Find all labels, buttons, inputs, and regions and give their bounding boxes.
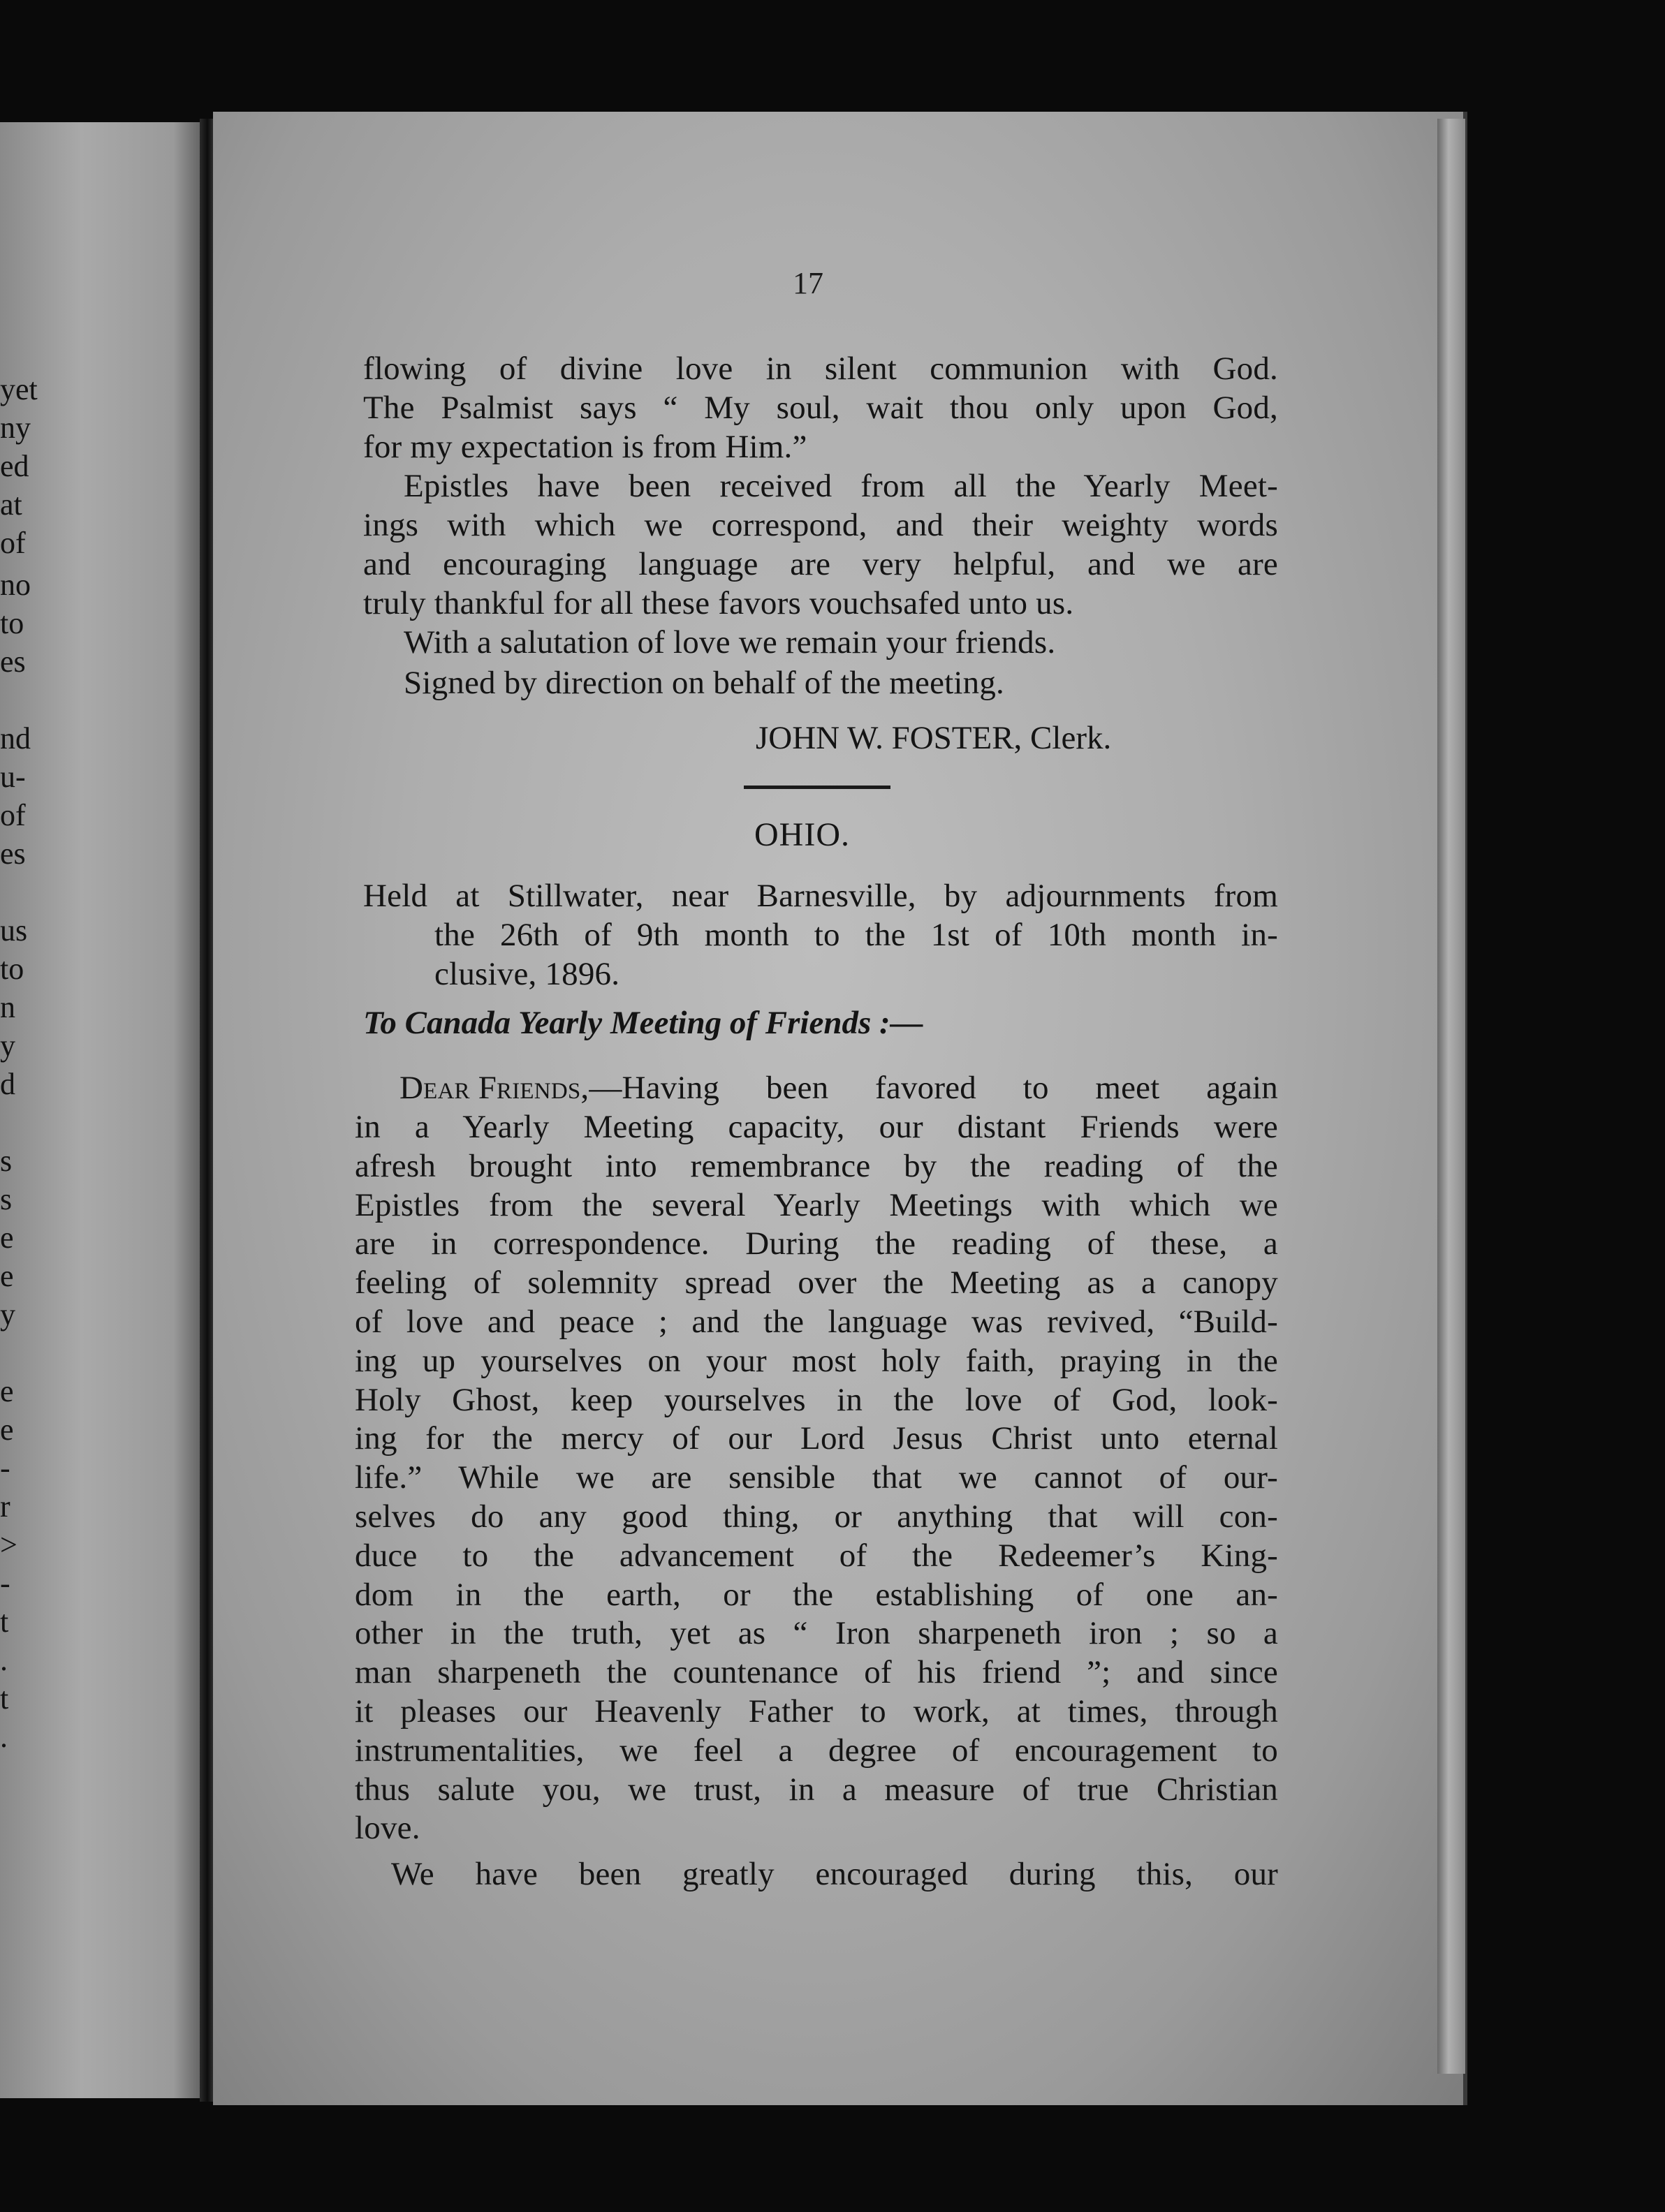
held-at-line: the 26th of 9th month to the 1st of 10th month in-: [434, 917, 1278, 953]
salutation: Dear Friends,: [399, 1070, 589, 1106]
text-line: Signed by direction on behalf of the meeting.: [404, 665, 1005, 701]
body-line: are in correspondence. During the reading of these, a: [355, 1225, 1278, 1262]
text-line: ings with which we correspond, and their weighty words: [363, 507, 1278, 543]
left-page-fragment: t: [0, 1605, 9, 1639]
body-line: duce to the advancement of the Redeemer’s King-: [355, 1537, 1278, 1574]
left-page-fragment: no: [0, 568, 31, 602]
body-line: love.: [355, 1810, 420, 1847]
body-line: man sharpeneth the countenance of his friend ”; and since: [355, 1654, 1278, 1691]
body-line: Holy Ghost, keep yourselves in the love of God, look-: [355, 1381, 1278, 1418]
held-at-line: clusive, 1896.: [434, 956, 620, 992]
body-first-line-text: —Having been favored to meet again: [589, 1070, 1278, 1106]
body-line: ing for the mercy of our Lord Jesus Christ unto eternal: [355, 1420, 1278, 1457]
left-page-fragment: e: [0, 1221, 14, 1255]
body-line: selves do any good thing, or anything that will con-: [355, 1498, 1278, 1535]
text-line: flowing of divine love in silent communion with God.: [363, 351, 1278, 387]
body-line: other in the truth, yet as “ Iron sharpeneth iron ; so a: [355, 1615, 1278, 1652]
text-line: for my expectation is from Him.”: [363, 429, 807, 465]
left-page-fragment: -: [0, 1451, 10, 1485]
left-page-fragment: r: [0, 1489, 10, 1524]
left-page-fragment: n: [0, 990, 15, 1024]
body-line: We have been greatly encouraged during this, our: [391, 1856, 1278, 1893]
held-at-line: Held at Stillwater, near Barnesville, by adjournments from: [363, 878, 1278, 914]
left-page-fragment: of: [0, 798, 26, 832]
left-page-fragment: of: [0, 526, 26, 560]
left-page-fragment: ed: [0, 449, 29, 483]
body-line: ing up yourselves on your most holy faith, praying in the: [355, 1342, 1278, 1379]
body-first-line: [399, 1068, 1278, 1107]
section-divider: [744, 786, 890, 789]
body-line: Epistles from the several Yearly Meetings with which we: [355, 1186, 1278, 1223]
left-page-fragment: s: [0, 1144, 13, 1178]
body-line: instrumentalities, we feel a degree of encouragement to: [355, 1732, 1278, 1769]
left-page-fragment: t: [0, 1681, 9, 1716]
text-line: and encouraging language are very helpful, and we are: [363, 546, 1278, 582]
left-page-fragment: .: [0, 1720, 8, 1754]
section-heading: OHIO.: [754, 816, 850, 853]
body-line: afresh brought into remembrance by the reading of the: [355, 1147, 1278, 1184]
left-page-fragment: >: [0, 1528, 17, 1562]
text-line: With a salutation of love we remain your friends.: [404, 624, 1056, 661]
page-number: 17: [793, 266, 823, 300]
left-page-fragment: e: [0, 1259, 14, 1293]
body-line: in a Yearly Meeting capacity, our distant Friends were: [355, 1109, 1278, 1145]
body-line: feeling of solemnity spread over the Meeting as a canopy: [355, 1264, 1278, 1302]
left-page-fragment: es: [0, 644, 26, 679]
body-line: of love and peace ; and the language was revived, “Build-: [355, 1304, 1278, 1340]
address-heading: To Canada Yearly Meeting of Friends :—: [363, 1005, 923, 1041]
page-edge: [1437, 119, 1465, 2074]
body-line: life.” While we are sensible that we cannot of our-: [355, 1459, 1278, 1496]
text-line: truly thankful for all these favors vouchsafed unto us.: [363, 585, 1074, 621]
left-page-fragment: e: [0, 1413, 14, 1447]
left-page-fragment: d: [0, 1067, 15, 1101]
left-page-fragment: -: [0, 1566, 10, 1600]
clerk-signature: JOHN W. FOSTER, Clerk.: [756, 720, 1112, 756]
body-line: thus salute you, we trust, in a measure of true Christian: [355, 1771, 1278, 1808]
left-page-fragment: s: [0, 1182, 13, 1216]
left-page-fragment: y: [0, 1297, 15, 1332]
left-page-fragment: es: [0, 836, 26, 871]
left-page-fragment: .: [0, 1643, 8, 1677]
left-page-fragment: u-: [0, 760, 26, 794]
text-line: The Psalmist says “ My soul, wait thou only upon God,: [363, 390, 1278, 426]
left-page-fragment: nd: [0, 721, 31, 755]
body-line: dom in the earth, or the establishing of one an-: [355, 1576, 1278, 1613]
left-page-fragment: us: [0, 913, 28, 948]
left-page-fragment: yet: [0, 372, 38, 406]
left-page-fragment: at: [0, 487, 22, 522]
left-page-fragment: e: [0, 1374, 14, 1408]
left-page-fragment: to: [0, 952, 24, 986]
left-page-fragment: to: [0, 606, 24, 640]
left-page-fragment: ny: [0, 411, 31, 445]
text-line: Epistles have been received from all the Yearly Meet-: [404, 468, 1278, 504]
body-line: it pleases our Heavenly Father to work, at times, through: [355, 1693, 1278, 1730]
left-page-fragment: y: [0, 1028, 15, 1063]
